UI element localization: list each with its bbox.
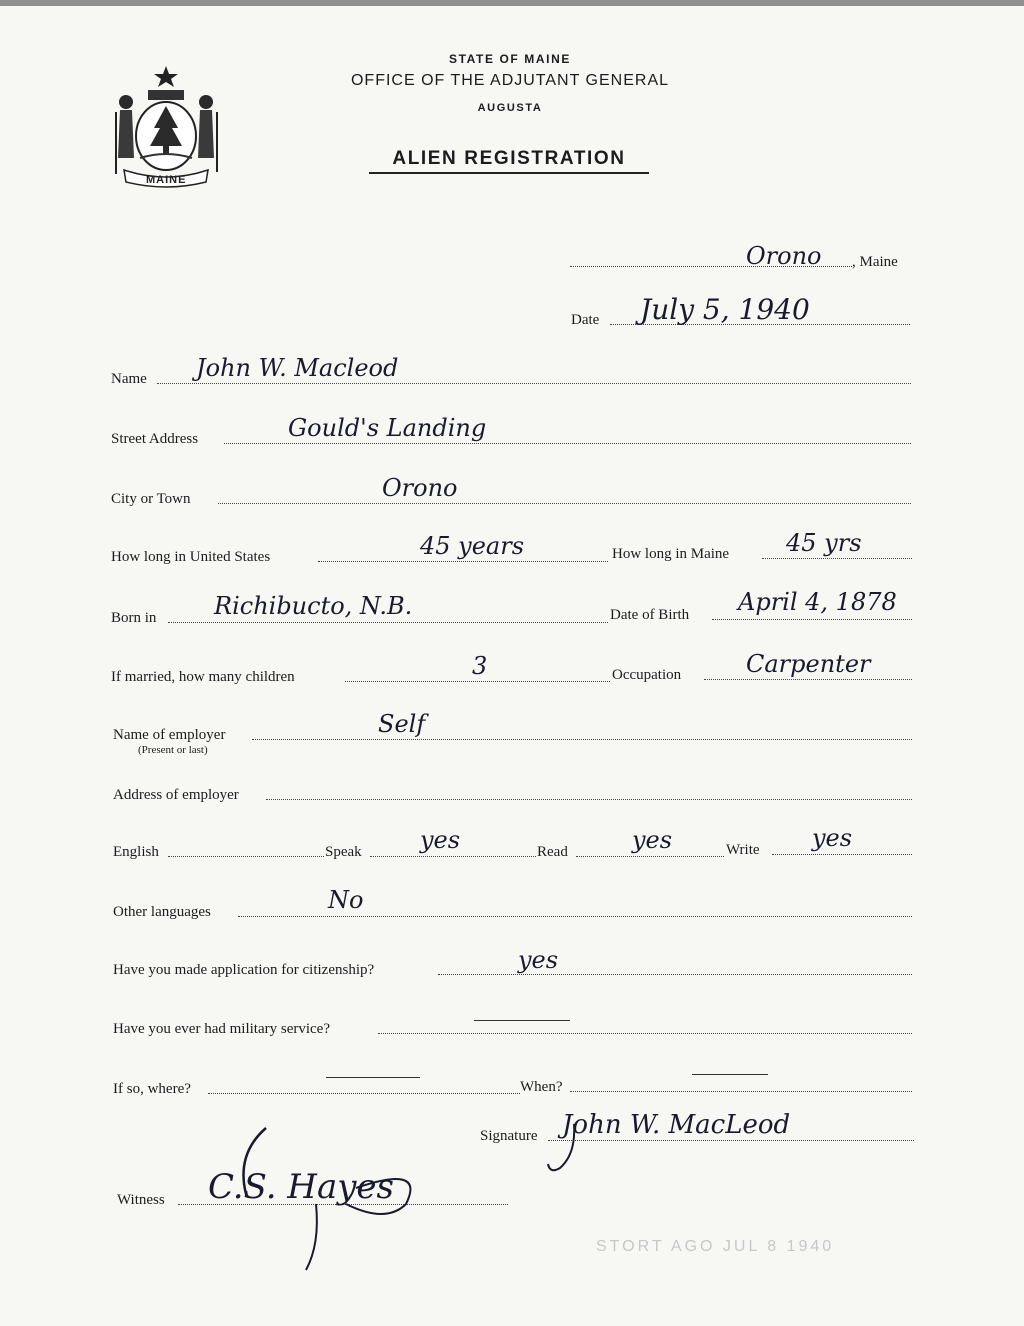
- header-office: OFFICE OF THE ADJUTANT GENERAL: [350, 72, 670, 89]
- occupation-value: Carpenter: [746, 650, 871, 678]
- born-label: Born in: [111, 610, 157, 626]
- born-value: Richibucto, N.B.: [214, 592, 413, 620]
- date-label: Date: [571, 312, 600, 328]
- header-state: STATE OF MAINE: [449, 52, 571, 66]
- employer-address-line: [266, 799, 912, 800]
- date-value: July 5, 1940: [640, 293, 810, 326]
- maine-duration-line: [762, 558, 912, 559]
- children-label: If married, how many children: [111, 669, 295, 685]
- military-label: Have you ever had military service?: [113, 1021, 330, 1037]
- signature-line: [548, 1140, 914, 1141]
- english-speak-label: Speak: [325, 844, 362, 860]
- where-line: [208, 1093, 520, 1094]
- english-write-value: yes: [812, 824, 853, 852]
- maine-duration-label: How long in Maine: [612, 546, 730, 562]
- dob-label: Date of Birth: [610, 607, 690, 623]
- other-languages-label: Other languages: [113, 904, 211, 920]
- seal-banner-text: MAINE: [146, 174, 187, 186]
- where-dash-mark: [326, 1077, 420, 1078]
- city-value: Orono: [382, 474, 458, 502]
- witness-label: Witness: [117, 1192, 165, 1208]
- form-title: ALIEN REGISTRATION: [369, 148, 649, 174]
- header-city: AUGUSTA: [477, 102, 543, 114]
- military-dash-mark: [474, 1020, 570, 1021]
- witness-value: C.S. Hayes: [208, 1167, 395, 1207]
- name-label: Name: [111, 371, 147, 387]
- military-line: [378, 1033, 912, 1034]
- name-line: [157, 383, 911, 384]
- employer-value: Self: [378, 710, 426, 738]
- children-value: 3: [472, 652, 488, 680]
- when-dash-mark: [692, 1074, 768, 1075]
- witness-flourish-icon: [196, 1124, 426, 1274]
- when-label: When?: [520, 1079, 563, 1095]
- employer-label: Name of employer: [113, 727, 226, 743]
- signature-label: Signature: [480, 1128, 538, 1144]
- english-speak-value: yes: [420, 826, 461, 854]
- english-read-value: yes: [632, 826, 673, 854]
- location-town: Orono: [746, 242, 822, 270]
- english-speak-line: [370, 856, 536, 857]
- street-value: Gould's Landing: [288, 414, 487, 442]
- signature-value: John W. MacLeod: [562, 1110, 791, 1140]
- signature-flourish-icon: [540, 1118, 600, 1178]
- maine-state-seal-icon: [110, 62, 222, 192]
- street-line: [224, 443, 911, 444]
- english-write-label: Write: [726, 842, 760, 858]
- received-stamp: STORT AGO JUL 8 1940: [596, 1238, 835, 1255]
- children-line: [345, 681, 610, 682]
- street-label: Street Address: [111, 431, 199, 447]
- occupation-line: [704, 679, 912, 680]
- us-duration-label: How long in United States: [111, 549, 271, 565]
- maine-duration-value: 45 yrs: [786, 529, 862, 557]
- where-label: If so, where?: [113, 1081, 191, 1097]
- english-read-label: Read: [537, 844, 568, 860]
- occupation-label: Occupation: [612, 667, 682, 683]
- employer-address-label: Address of employer: [113, 787, 239, 803]
- dob-line: [712, 619, 912, 620]
- citizenship-label: Have you made application for citizenship?: [113, 962, 375, 978]
- born-line: [168, 622, 608, 623]
- english-line: [168, 856, 324, 857]
- citizenship-line: [438, 974, 912, 975]
- other-languages-value: No: [328, 886, 364, 914]
- name-value: John W. Macleod: [196, 354, 399, 382]
- when-line: [570, 1091, 912, 1092]
- city-line: [218, 503, 911, 504]
- english-read-line: [576, 856, 724, 857]
- scan-edge: [0, 0, 1024, 6]
- employer-line: [252, 739, 912, 740]
- other-languages-line: [238, 916, 912, 917]
- location-suffix: , Maine: [852, 254, 898, 270]
- us-duration-value: 45 years: [420, 532, 525, 560]
- citizenship-value: yes: [518, 946, 559, 974]
- us-duration-line: [318, 561, 608, 562]
- employer-sublabel: (Present or last): [138, 744, 208, 756]
- dob-value: April 4, 1878: [738, 588, 897, 616]
- english-label: English: [113, 844, 159, 860]
- english-write-line: [772, 854, 912, 855]
- city-label: City or Town: [111, 491, 191, 507]
